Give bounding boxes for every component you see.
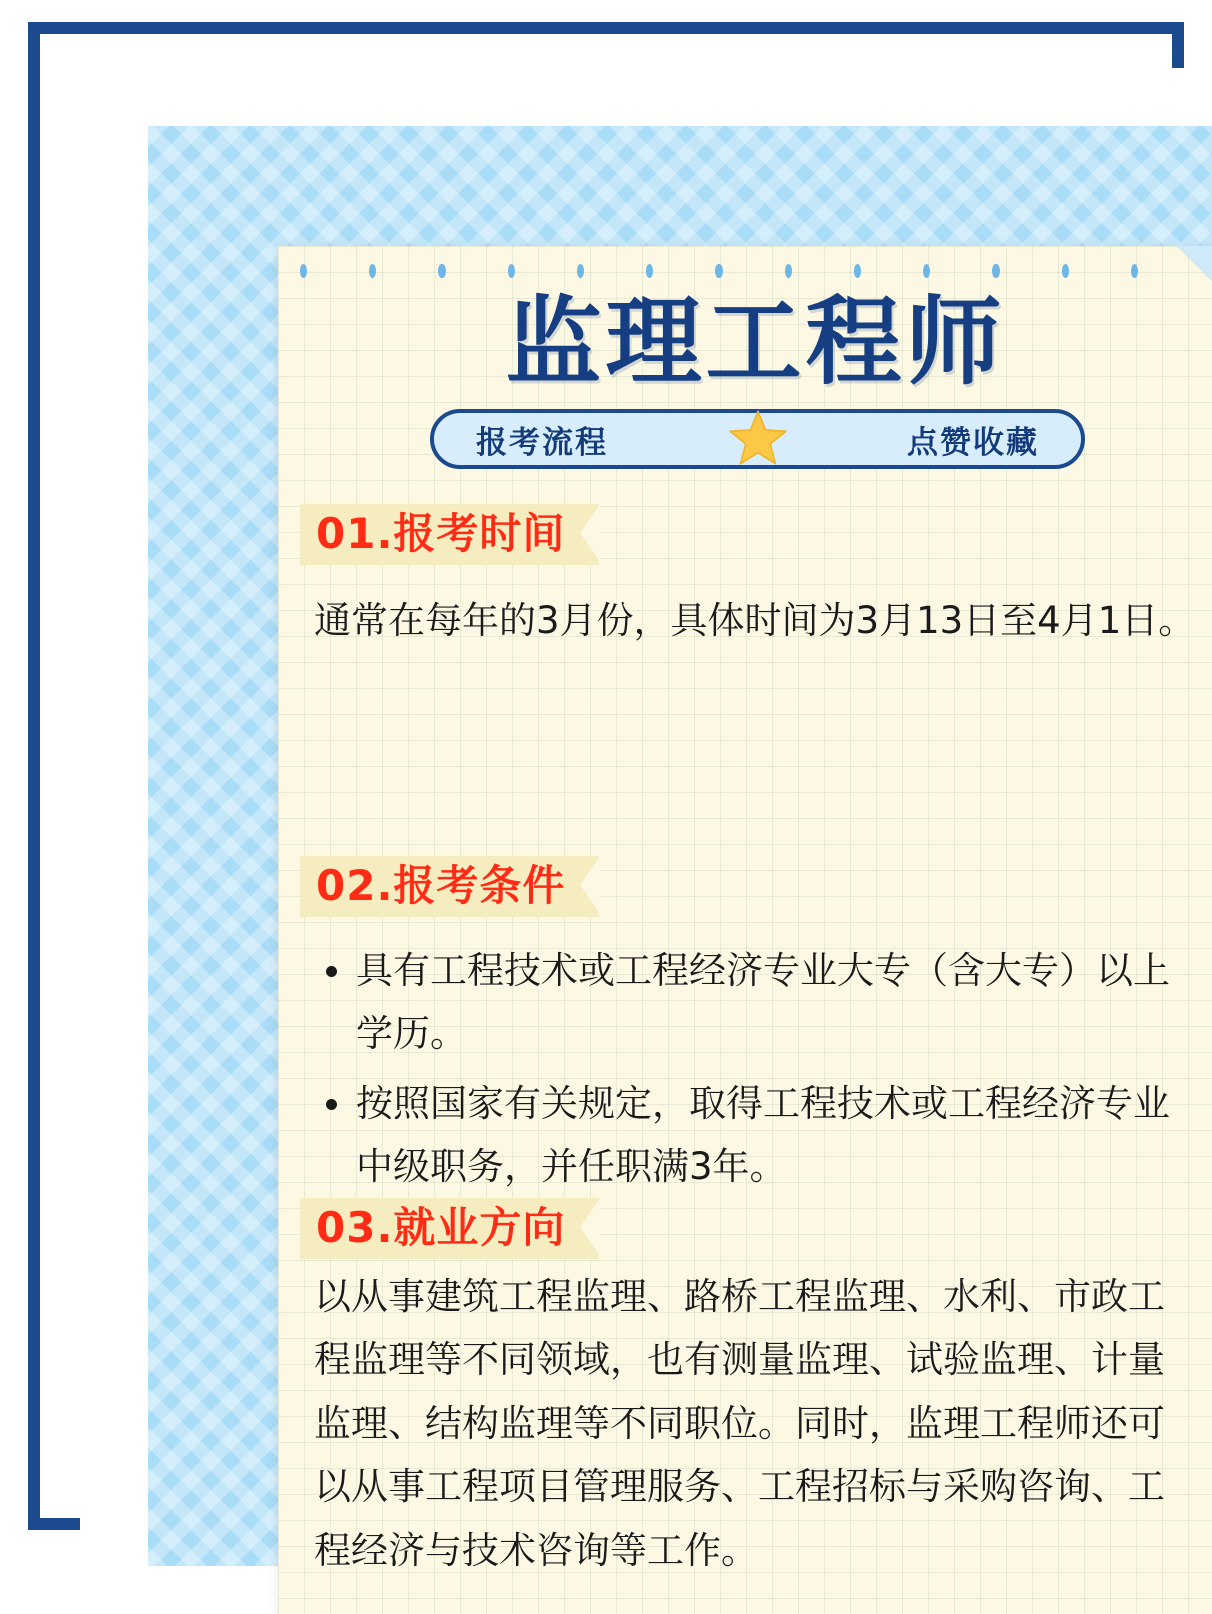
note-card bbox=[278, 246, 1212, 1614]
punch-dot bbox=[923, 264, 930, 278]
punch-hole-dots bbox=[300, 264, 1200, 278]
punch-dot bbox=[646, 264, 653, 278]
pill-left-label: 报考流程 bbox=[476, 424, 608, 460]
punch-dot bbox=[577, 264, 584, 278]
list-item: 具有工程技术或工程经济专业大专（含大专）以上学历。 bbox=[356, 939, 1201, 1066]
navy-border-frame bbox=[28, 22, 1196, 1572]
page-title: 监理工程师 bbox=[505, 286, 1006, 398]
blue-pattern-panel bbox=[148, 126, 1212, 1572]
punch-dot bbox=[715, 264, 722, 278]
punch-dot bbox=[992, 264, 999, 278]
section-02-bullet-list bbox=[300, 939, 1212, 1200]
section-02 bbox=[300, 856, 1212, 1205]
section-01 bbox=[300, 504, 1212, 652]
punch-dot bbox=[785, 264, 792, 278]
section-03 bbox=[300, 1198, 1212, 1583]
punch-dot bbox=[854, 264, 861, 278]
punch-dot bbox=[508, 264, 515, 278]
pill-right-label: 点赞收藏 bbox=[907, 424, 1039, 460]
section-02-heading: 02.报考条件 bbox=[300, 856, 599, 917]
section-03-heading: 03.就业方向 bbox=[300, 1198, 599, 1259]
star-icon bbox=[729, 408, 787, 466]
punch-dot bbox=[369, 264, 376, 278]
punch-dot bbox=[1062, 264, 1069, 278]
inner-white-margin bbox=[80, 68, 1212, 1572]
section-03-paragraph: 以从事建筑工程监理、路桥工程监理、水利、市政工程监理等不同领域，也有测量监理、试验监理、计量监理、结构监理等不同职位。同时，监理工程师还可以从事工程项目管理服务、工程招标与采购咨询、工程经济与技术咨询等工作。 bbox=[314, 1274, 1165, 1572]
subtitle-pill bbox=[430, 409, 1085, 469]
punch-dot bbox=[1131, 264, 1138, 278]
punch-dot bbox=[300, 264, 307, 278]
list-item: 按照国家有关规定，取得工程技术或工程经济专业中级职务，并任职满3年。 bbox=[356, 1072, 1201, 1199]
section-01-heading: 01.报考时间 bbox=[300, 504, 599, 565]
section-01-paragraph: 通常在每年的3月份，具体时间为3月13日至4月1日。 bbox=[314, 598, 1196, 642]
punch-dot bbox=[438, 264, 445, 278]
